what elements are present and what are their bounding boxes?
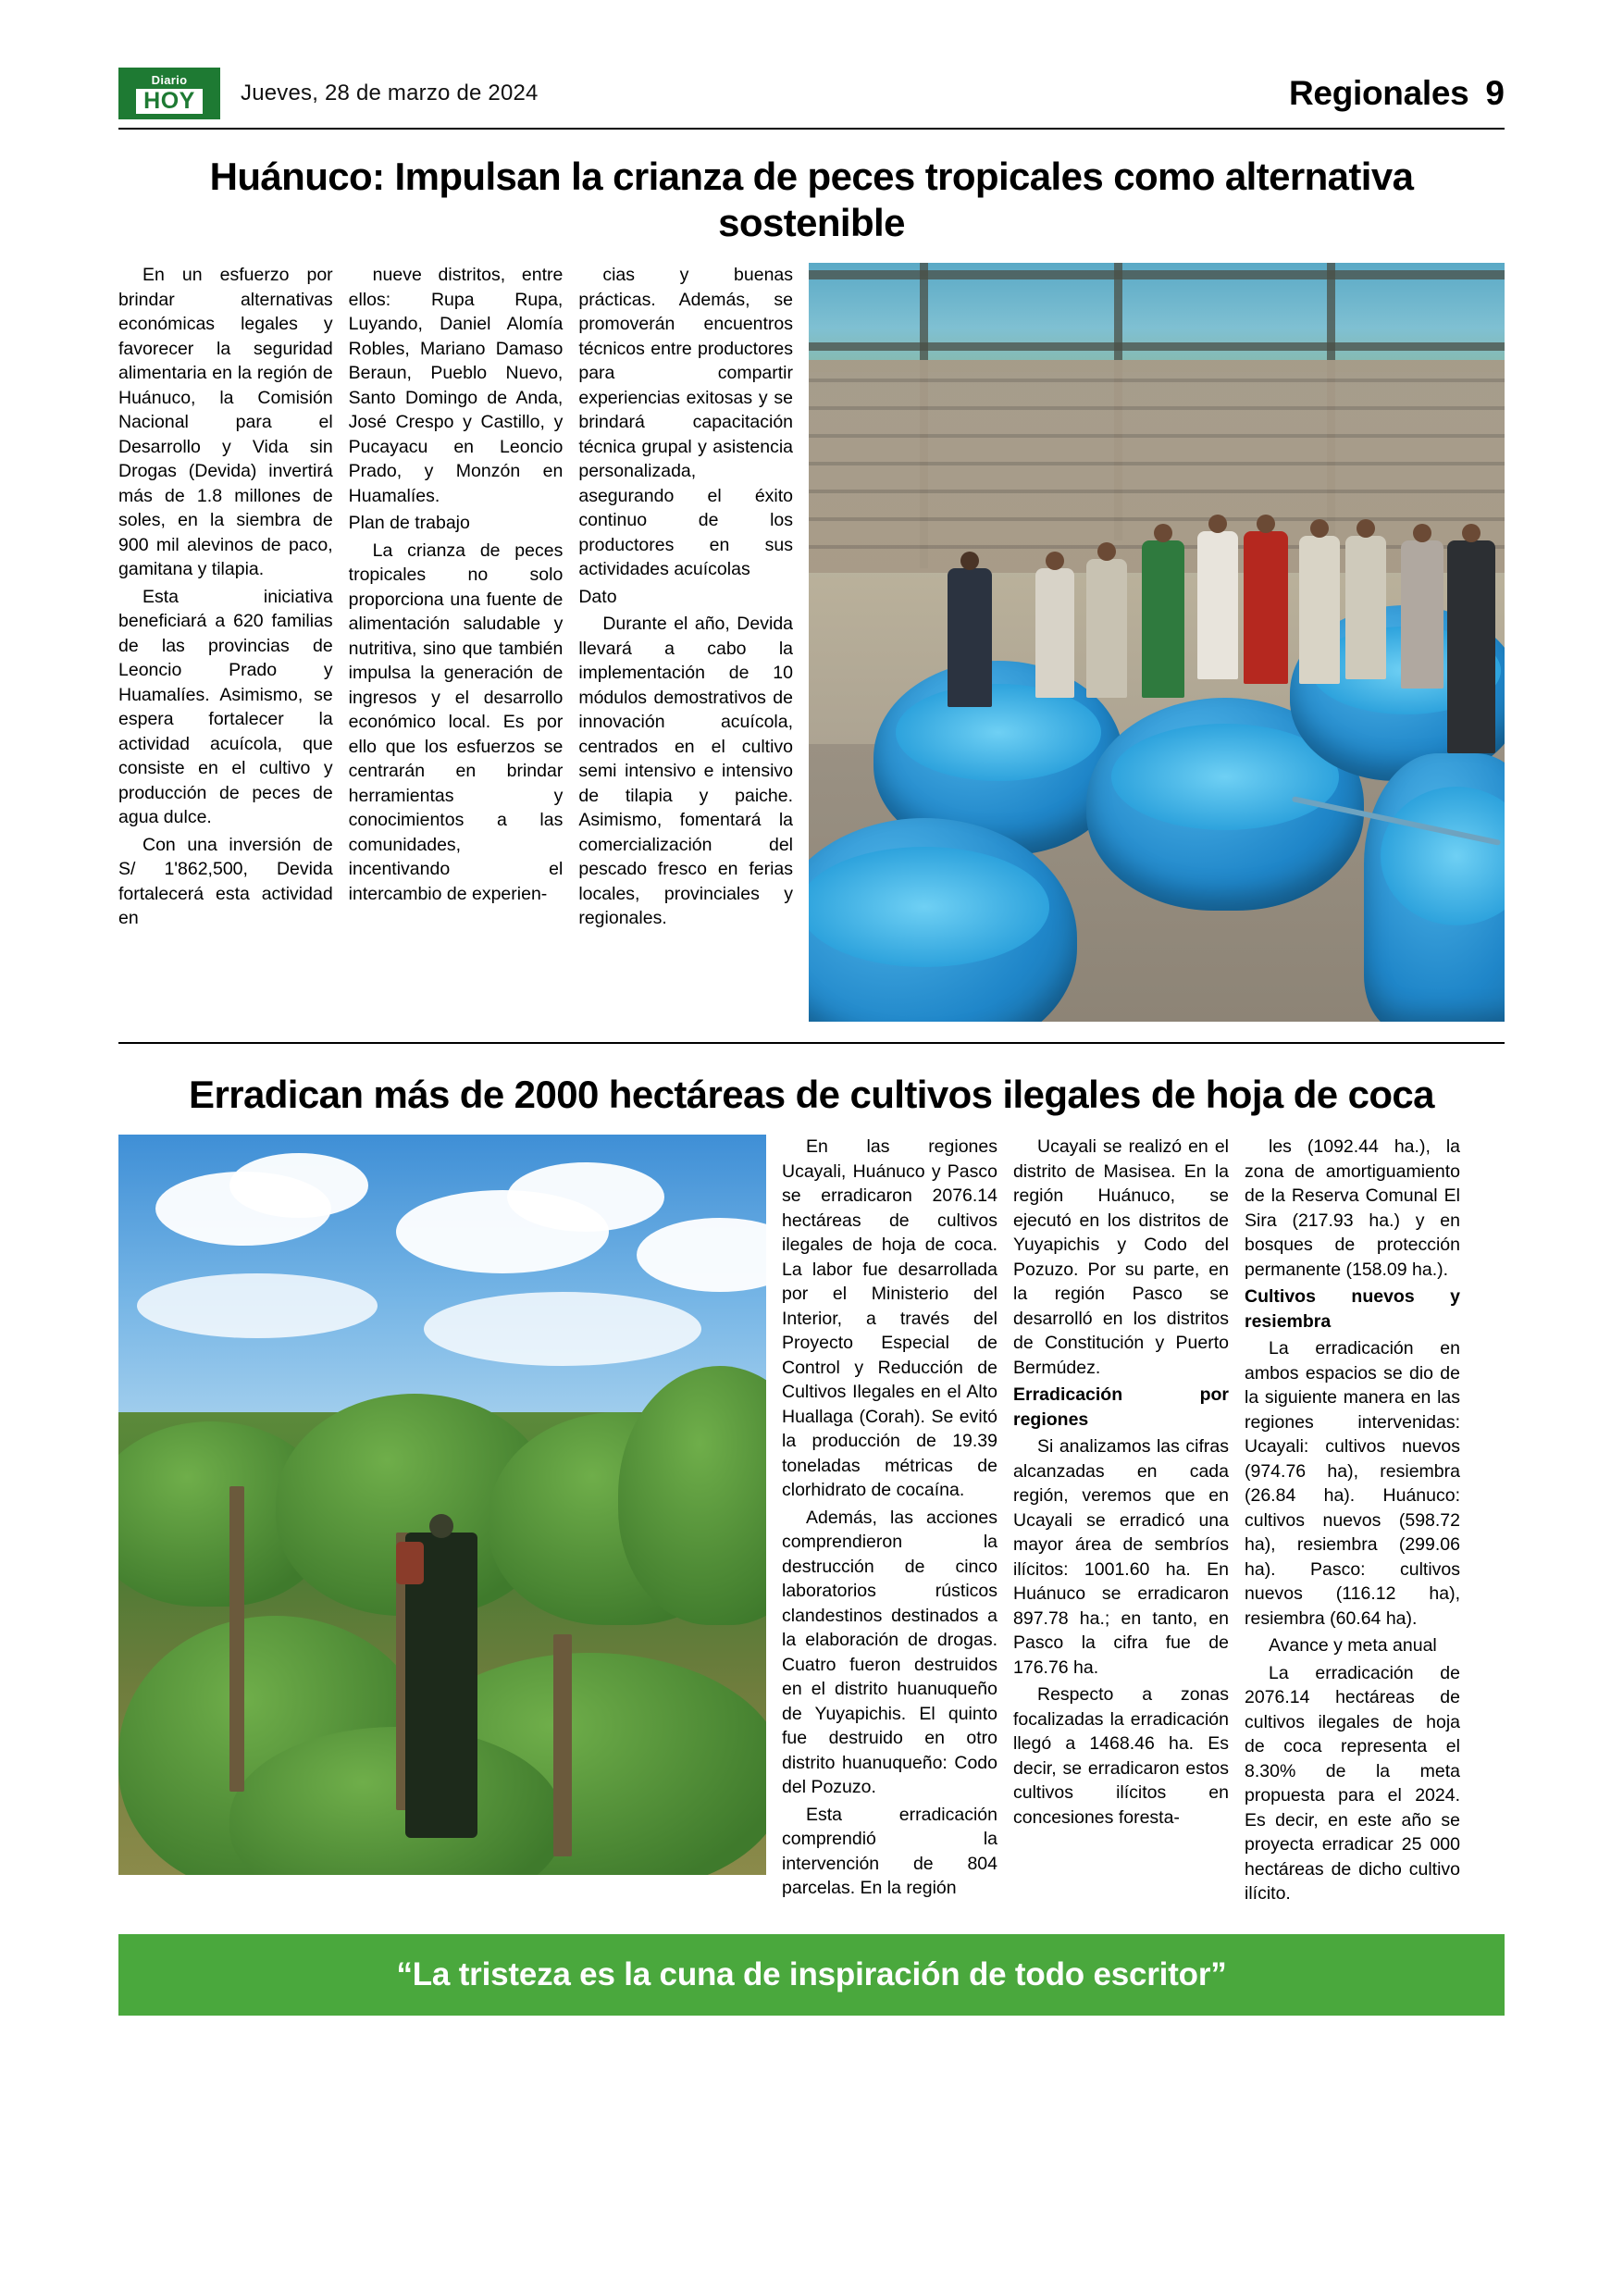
article-1-column-1: [118, 263, 333, 931]
person: [1401, 540, 1443, 689]
article-1-photo-fish-farm: [809, 263, 1505, 1022]
paragraph: Con una inversión de S/ 1'862,500, Devida fortalecerá esta actividad en: [118, 834, 333, 928]
paragraph: La erradicación en ambos espacios se dio de la siguiente manera en las regiones intervenidas: Ucayali: cultivos nuevos (974.76 ha), resiembra (26.84 ha). Huánuco: cultivos nuevos (598.72 ha), resiembra (299.06 ha). Pasco: cultivos nuevos (116.12 ha), resiembra (60.64 ha).: [1245, 1338, 1460, 1629]
person: [1447, 540, 1495, 753]
paragraph: En un esfuerzo por brindar alternativas económicas legales y favorecer la seguridad alimentaria en la región de Huánuco, la Comisión Nacional para el Desarrollo y Vida sin Drogas (Devida) invertirá más de 1.8 millones de soles, en la siembra de 900 mil alevinos de paco, gamitana y tilapia.: [118, 265, 333, 579]
article-2-column-2: [1013, 1135, 1229, 1830]
paragraph: Respecto a zonas focalizadas la erradicación llegó a 1468.46 ha. Es decir, se erradicaron estos cultivos ilícitos en concesiones foresta-: [1013, 1684, 1229, 1828]
subheading: Cultivos nuevos y resiembra: [1245, 1286, 1460, 1332]
paragraph: Durante el año, Devida llevará a cabo la implementación de 10 módulos demostrativos de innovación acuícola, centrados en el cultivo semi intensivo e intensivo de tilapia y paiche. Asimismo, fomentará la comercialización del pescado fresco en ferias locales, provinciales y regionales.: [578, 614, 794, 928]
section-title: Regionales: [1289, 74, 1469, 112]
paragraph: Además, las acciones comprendieron la destrucción de cinco laboratorios rústicos clandestinos destinados a la elaboración de drogas. Cuatro fueron destruidos en el distrito huanuqueño de Yuyapichis. El quinto fue destruido en otro distrito huanuqueño: Codo del Pozuzo.: [782, 1507, 997, 1797]
person: [1035, 568, 1074, 698]
logo-bottom-text: HOY: [136, 89, 203, 114]
article-1-body: [118, 263, 1505, 1022]
article-1-headline: Huánuco: Impulsan la crianza de peces tropicales como alternativa sostenible: [209, 155, 1414, 244]
worker-silhouette: [405, 1533, 477, 1838]
page-content: [118, 65, 1505, 2016]
article-2-headline: Erradican más de 2000 hectáreas de cultivos ilegales de hoja de coca: [189, 1073, 1434, 1116]
article-2-photo-coca-field: [118, 1135, 766, 1875]
newspaper-logo: [118, 68, 220, 119]
person: [1197, 531, 1238, 679]
paragraph: nueve distritos, entre ellos: Rupa Rupa, Luyando, Daniel Alomía Robles, Mariano Damaso Beraun, Pueblo Nuevo, Santo Domingo de Anda, José Crespo y Castillo, y Pucayacu en Leoncio Prado, y Monzón en Huamalíes.: [348, 265, 564, 506]
paragraph: Ucayali se realizó en el distrito de Masisea. En la región Huánuco, se ejecutó en los distritos de Yuyapichis y Codo del Pozuzo. Por su parte, en la región Pasco se desarrolló en los distritos de Constitución y Puerto Bermúdez.: [1013, 1136, 1229, 1378]
person: [1299, 536, 1340, 684]
masthead-right: [1289, 74, 1505, 113]
article-2-body: [118, 1135, 1505, 1906]
person: [1142, 540, 1184, 698]
logo-top-text: Diario: [151, 72, 188, 87]
person: [948, 568, 992, 707]
quote-banner: [118, 1934, 1505, 2016]
paragraph: cias y buenas prácticas. Además, se promoverán encuentros técnicos entre productores para compartir experiencias exitosas y se brindará capacitación técnica grupal y asistencia personalizada, asegurando el éxito continuo de los productores en sus actividades acuícolas: [578, 265, 794, 579]
person: [1086, 559, 1127, 698]
paragraph: En las regiones Ucayali, Huánuco y Pasco se erradicaron 2076.14 hectáreas de cultivos ilegales de hoja de coca. La labor fue desarrollada por el Ministerio del Interior, a través del Proyecto Especial de Control y Reducción de Cultivos Ilegales en el Alto Huallaga (Corah). Se evitó la producción de 19.39 toneladas métricas de clorhidrato de cocaína.: [782, 1136, 997, 1500]
article-2-column-1: [782, 1135, 997, 1901]
page-number: 9: [1485, 74, 1505, 112]
section-divider: [118, 1042, 1505, 1044]
paragraph: La erradicación de 2076.14 hectáreas de cultivos ilegales de hoja de coca representa el 8.30% de la meta propuesta para el 2024. Es decir, en este año se proyecta erradicar 25 000 hectáreas de dicho cultivo ilícito.: [1245, 1662, 1460, 1904]
masthead: [118, 65, 1505, 130]
publication-date: Jueves, 28 de marzo de 2024: [241, 81, 539, 105]
article-1-column-2: [349, 263, 564, 906]
subheading: Dato: [578, 586, 617, 607]
paragraph: les (1092.44 ha.), la zona de amortiguamiento de la Reserva Comunal El Sira (217.93 ha.) y en bosques de protección permanente (158.09 ha.).: [1245, 1136, 1460, 1280]
subheading: Avance y meta anual: [1269, 1635, 1437, 1656]
paragraph: Esta erradicación comprendió la intervención de 804 parcelas. En la región: [782, 1804, 997, 1898]
person: [1345, 536, 1386, 679]
paragraph: Esta iniciativa beneficiará a 620 familias de las provincias de Leoncio Prado y Huamalíes. Asimismo, se espera fortalecer la actividad acuícola, que consiste en el cultivo y producción de peces de agua dulce.: [118, 586, 333, 827]
subheading: Plan de trabajo: [348, 513, 470, 533]
article-1-column-3: [578, 263, 793, 931]
subheading: Erradicación por regiones: [1013, 1384, 1229, 1430]
paragraph: Si analizamos las cifras alcanzadas en cada región, veremos que en Ucayali se erradicó una mayor área de sembríos ilícitos: 1001.60 ha. En Huánuco se erradicaron 897.78 ha.; en tanto, en Pasco la cifra fue de 176.76 ha.: [1013, 1436, 1229, 1678]
quote-text: “La tristeza es la cuna de inspiración de todo escritor”: [396, 1955, 1227, 1992]
paragraph: La crianza de peces tropicales no solo proporciona una fuente de alimentación saludable y nutritiva, sino que también impulsa la generación de ingresos y el desarrollo económico local. Es por ello que los esfuerzos se centrarán en brindar herramientas y conocimientos a las comunidades, incentivando el intercambio de experien-: [348, 540, 564, 904]
person: [1244, 531, 1288, 684]
article-2-column-3: [1245, 1135, 1460, 1906]
